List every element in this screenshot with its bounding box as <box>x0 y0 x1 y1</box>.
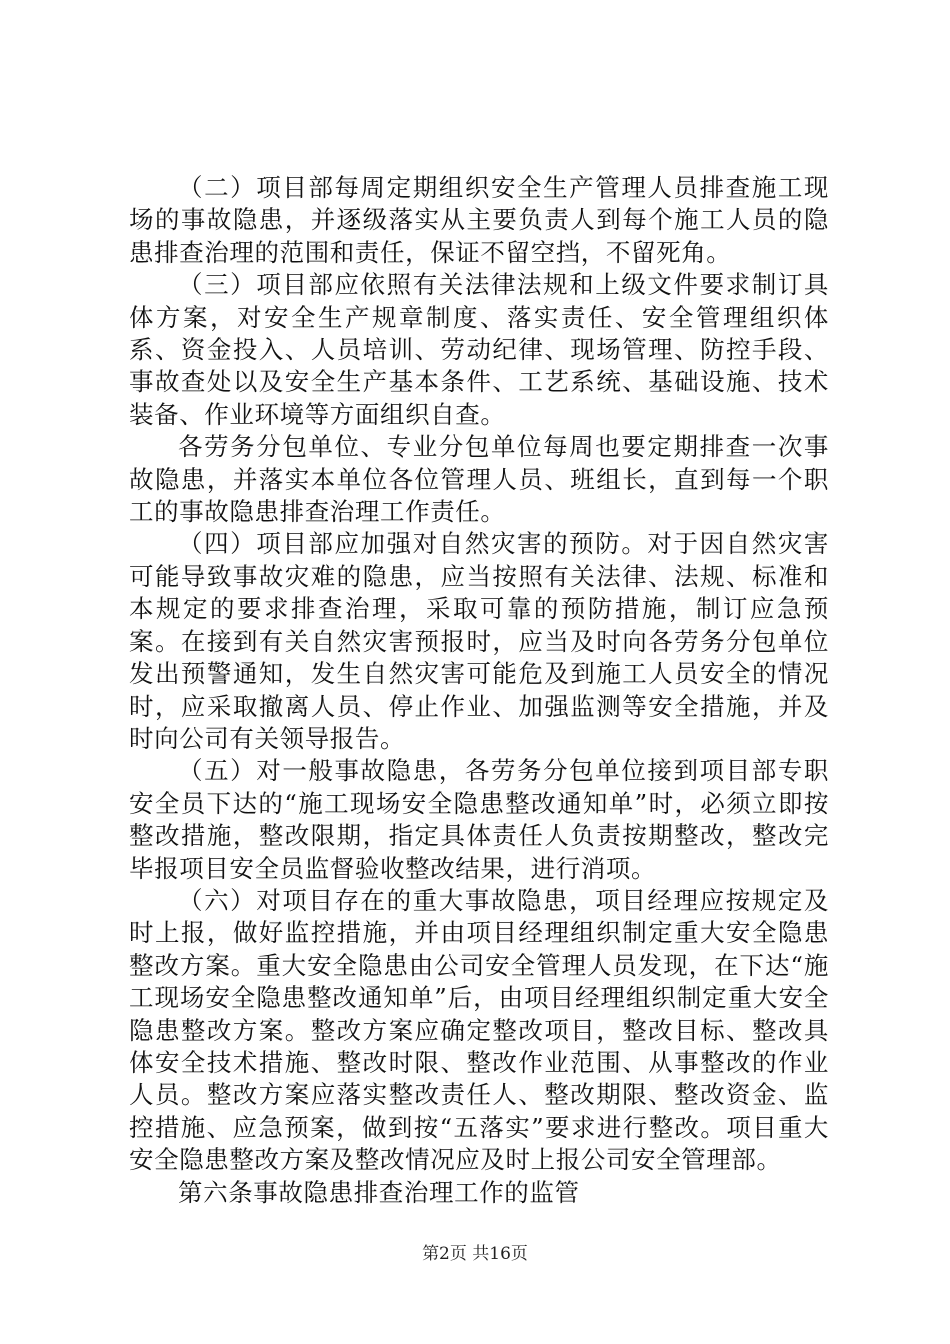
paragraph-item-3: （三）项目部应依照有关法律法规和上级文件要求制订具体方案，对安全生产规章制度、落实责任、安全管理组织体系、资金投入、人员培训、劳动纪律、现场管理、防控手段、事故查处以及安全生产基本条件、工艺系统、基础设施、技术装备、作业环境等方面组织自查。 <box>129 270 829 429</box>
paragraph-item-6: （六）对项目存在的重大事故隐患，项目经理应按规定及时上报，做好监控措施，并由项目经理组织制定重大安全隐患整改方案。重大安全隐患由公司安全管理人员发现，在下达“施工现场安全隐患整改通知单”后，由项目经理组织制定重大安全隐患整改方案。整改方案应确定整改项目，整改目标、整改具体安全技术措施、整改时限、整改作业范围、从事整改的作业人员。整改方案应落实整改责任人、整改期限、整改资金、监控措施、应急预案，做到按“五落实”要求进行整改。项目重大安全隐患整改方案及整改情况应及时上报公司安全管理部。 <box>129 885 829 1175</box>
page-number-footer: 第2页 共16页 <box>422 1244 528 1264</box>
paragraph-item-2: （二）项目部每周定期组织安全生产管理人员排查施工现场的事故隐患，并逐级落实从主要负责人到每个施工人员的隐患排查治理的范围和责任，保证不留空挡，不留死角。 <box>129 173 829 267</box>
document-body <box>129 172 829 1209</box>
paragraph-item-5: （五）对一般事故隐患，各劳务分包单位接到项目部专职安全员下达的“施工现场安全隐患整改通知单”时，必须立即按整改措施，整改限期，指定具体责任人负责按期整改，整改完毕报项目安全员监督验收整改结果，进行消项。 <box>129 756 829 883</box>
section-heading-article-6: 第六条事故隐患排查治理工作的监管 <box>178 1177 580 1207</box>
paragraph-subcontractor: 各劳务分包单位、专业分包单位每周也要定期排查一次事故隐患，并落实本单位各位管理人员、班组长，直到每一个职工的事故隐患排查治理工作责任。 <box>129 432 829 527</box>
paragraph-item-4: （四）项目部应加强对自然灾害的预防。对于因自然灾害可能导致事故灾难的隐患，应当按照有关法律、法规、标准和本规定的要求排查治理，采取可靠的预防措施，制订应急预案。在接到有关自然灾害预报时，应当及时向各劳务分包单位发出预警通知，发生自然灾害可能危及到施工人员安全的情况时，应采取撤离人员、停止作业、加强监测等安全措施，并及时向公司有关领导报告。 <box>129 529 829 753</box>
